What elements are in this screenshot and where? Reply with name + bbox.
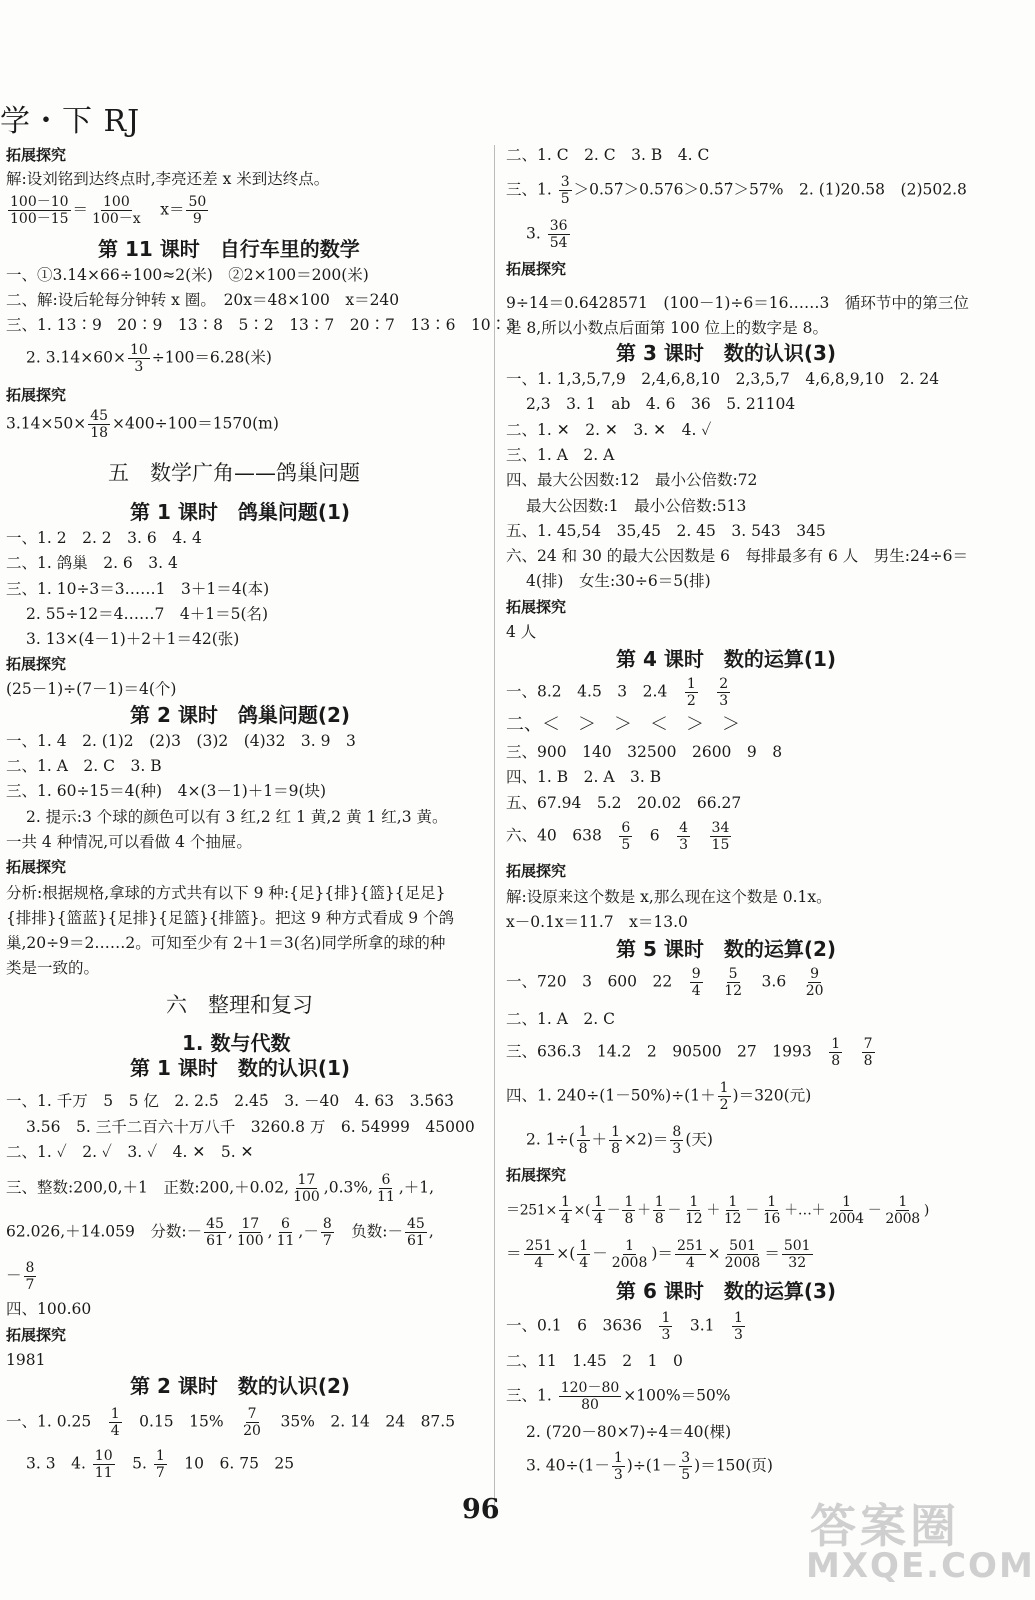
fraction: $\frac{36}{54}$	[549, 218, 568, 251]
answer-line: 2. 提示:3 个球的颜色可以有 3 红,2 红 1 黄,2 黄 1 红,3 黄。	[26, 808, 448, 826]
answer-line: 类是一致的。	[6, 959, 100, 977]
answer-line: 一、1. 2 2. 2 3. 6 4. 4	[6, 529, 202, 547]
section-label: 拓展探究	[6, 858, 67, 876]
lesson-title: 第 4 课时 数的运算(1)	[616, 647, 837, 671]
fraction: $\frac{3}{5}$	[560, 174, 570, 207]
fraction: $\frac{1}{3}$	[734, 1310, 743, 1343]
answer-line: 三、636.3 14.2 2 90500 27 1993 $\frac{1}{8}$ $\frac{7}{8}$	[506, 1036, 873, 1069]
answer-line: 解:设原来这个数是 x,那么现在这个数是 0.1x。	[506, 888, 832, 906]
section-label: 拓展探究	[506, 260, 567, 278]
lesson-title: 第 5 课时 数的运算(2)	[616, 937, 837, 961]
fraction: $\frac{251}{4}$	[525, 1238, 553, 1271]
fraction: $\frac{1}{4}$	[110, 1406, 120, 1439]
fraction: $\frac{9}{20}$	[805, 966, 824, 999]
answer-line: 3. 3 4. $\frac{10}{11}$ 5. $\frac{1}{7}$ 10 6. 75 25	[26, 1448, 295, 1481]
section-label: 拓展探究	[6, 146, 67, 164]
fraction: $\frac{10}{3}$	[129, 342, 148, 375]
answer-line: 一、1. 0.25 $\frac{1}{4}$ 0.15 15% $\frac{7}{20}$ 35% 2. 14 24 87.5	[6, 1406, 456, 1439]
fraction: $\frac{1}{4}$	[579, 1238, 589, 1271]
watermark-logo-text: 答案圈	[810, 1499, 960, 1553]
fraction: $\frac{7}{20}$	[243, 1406, 261, 1439]
fraction: $\frac{2}{3}$	[719, 676, 729, 709]
lesson-title: 第 1 课时 数的认识(1)	[130, 1056, 351, 1080]
lesson-title: 第 11 课时 自行车里的数学	[98, 237, 360, 261]
answer-line: 2. 55÷12＝4……7 4＋1＝5(名)	[26, 605, 269, 623]
answer-line: (25－1)÷(7－1)＝4(个)	[6, 680, 177, 698]
answer-line: 四、1. 240÷(1－50%)÷(1＋ $\frac{1}{2}$ )＝320(元)	[506, 1080, 812, 1113]
fraction: $\frac{6}{11}$	[276, 1216, 295, 1249]
answer-line: 一、1. 1,3,5,7,9 2,4,6,8,10 2,3,5,7 4,6,8,9,10 2. 24	[506, 370, 940, 388]
fraction: $\frac{8}{7}$	[322, 1216, 332, 1249]
answer-line: 五、1. 45,54 35,45 2. 45 3. 543 345	[506, 522, 826, 540]
answer-line: 一、1. 4 2. (1)2 (2)3 (3)2 (4)32 3. 9 3	[6, 732, 356, 750]
fraction: $\frac{100}{100-x}$	[92, 194, 141, 227]
fraction: $\frac{1}{3}$	[661, 1310, 671, 1343]
answer-line: 分析:根据规格,拿球的方式共有以下 9 种:{足}{排}{篮}{足足}	[6, 884, 446, 902]
fraction: $\frac{45}{18}$	[90, 408, 109, 441]
answer-line: 三、1. 13∶9 20∶9 13∶8 5∶2 13∶7 20∶7 13∶6 10∶3	[6, 316, 517, 334]
answer-line: 2. 3.14×60× $\frac{10}{3}$ ÷100＝6.28(米)	[26, 342, 272, 375]
answer-line: 是 8,所以小数点后面第 100 位上的数字是 8。	[506, 319, 828, 337]
answer-line: 二、1. ✕ 2. ✕ 3. ✕ 4. ✓	[506, 421, 712, 439]
lesson-title: 第 2 课时 数的认识(2)	[130, 1374, 351, 1398]
column-divider	[494, 145, 495, 1505]
answer-line: 六、40 638 $\frac{6}{5}$ 6 $\frac{4}{3}$ $\frac{34}{15}$	[506, 820, 730, 853]
fraction: $\frac{1}{12}$	[724, 1194, 742, 1227]
answer-line: 二、1. C 2. C 3. B 4. C	[506, 146, 710, 164]
fraction: $\frac{3}{5}$	[681, 1450, 691, 1483]
fraction: $\frac{1}{12}$	[685, 1194, 703, 1227]
answer-line: x－0.1x＝11.7 x＝13.0	[506, 913, 688, 931]
answer-line: 六、24 和 30 的最大公因数是 6 每排最多有 6 人 男生:24÷6＝	[506, 547, 969, 565]
section-label: 拓展探究	[506, 598, 567, 616]
answer-line: 4 人	[506, 623, 537, 641]
fraction: $\frac{1}{2008}$	[611, 1238, 648, 1271]
fraction: $\frac{120-80}{80}$	[560, 1380, 620, 1413]
fraction: $\frac{45}{61}$	[406, 1216, 425, 1249]
fraction: $\frac{100-10}{100-15}$	[10, 194, 69, 227]
fraction: $\frac{1}{4}$	[560, 1194, 570, 1227]
fraction: $\frac{1}{7}$	[155, 1448, 165, 1481]
fraction: $\frac{6}{5}$	[621, 820, 631, 853]
fraction: $\frac{1}{8}$	[611, 1124, 620, 1157]
watermark	[800, 1490, 1035, 1590]
fraction: $\frac{34}{15}$	[711, 820, 730, 853]
fraction: $\frac{1}{8}$	[624, 1194, 634, 1227]
answer-line: 三、1. A 2. A	[506, 446, 615, 464]
answer-line: 二、1. ✓ 2. ✓ 3. ✓ 4. ✕ 5. ✕	[6, 1143, 254, 1161]
fraction: $\frac{1}{8}$	[654, 1194, 664, 1227]
fraction: $\frac{50}{9}$	[188, 194, 207, 227]
lesson-title: 第 6 课时 数的运算(3)	[616, 1279, 837, 1303]
fraction: $\frac{17}{100}$	[293, 1172, 320, 1205]
answer-line: 3. $\frac{36}{54}$	[526, 218, 568, 251]
answer-line: 五、67.94 5.2 20.02 66.27	[506, 794, 742, 812]
fraction: $\frac{8}{7}$	[25, 1260, 35, 1293]
answer-line: 62.026,＋14.059 分数:－ $\frac{45}{61}$ , $\frac{17}{100}$ , $\frac{6}{11}$ ,－ $\frac{8}{7}$ 负数:－ $\frac{45}{61}$ ,	[6, 1216, 434, 1249]
answer-line: 一、720 3 600 22 $\frac{9}{4}$ $\frac{5}{12}$ 3.6 $\frac{9}{20}$	[506, 966, 824, 999]
fraction: $\frac{1}{8}$	[578, 1124, 588, 1157]
answer-line: 2. 1÷( $\frac{1}{8}$ ＋ $\frac{1}{8}$ ×2)＝ $\frac{8}{3}$ (天)	[526, 1124, 713, 1157]
answer-line: 一、0.1 6 3636 $\frac{1}{3}$ 3.1 $\frac{1}{3}$	[506, 1310, 743, 1343]
answer-line: 最大公因数:1 最小公倍数:513	[526, 497, 747, 515]
fraction: $\frac{8}{3}$	[672, 1124, 682, 1157]
fraction: $\frac{17}{100}$	[236, 1216, 264, 1249]
section-label: 拓展探究	[6, 386, 67, 404]
answer-line: 四、100.60	[6, 1300, 92, 1318]
answer-line: 三、900 140 32500 2600 9 8	[506, 743, 783, 761]
lesson-title: 第 1 课时 鸽巢问题(1)	[130, 500, 351, 524]
answer-line: ＝251× $\frac{1}{4}$ ×( $\frac{1}{4}$ － $\frac{1}{8}$ ＋ $\frac{1}{8}$ － $\frac{1}{12}$ ＋ $\frac{1}{12}$ － $\frac{1}{16}$ ＋…＋ $\frac{1}{2004}$ － $\frac{1}{2008}$ )	[506, 1194, 930, 1227]
answer-line: 2. (720－80×7)÷4＝40(棵)	[526, 1423, 732, 1441]
answer-line: 一、8.2 4.5 3 2.4 $\frac{1}{2}$ $\frac{2}{3}$	[506, 676, 729, 709]
fraction: $\frac{1}{8}$	[831, 1036, 841, 1069]
answer-line: 四、最大公因数:12 最小公倍数:72	[506, 471, 758, 489]
answer-line: 三、1. $\frac{120-80}{80}$ ×100%＝50%	[506, 1380, 731, 1413]
section-label: 拓展探究	[506, 862, 567, 880]
section-title: 1. 数与代数	[182, 1031, 291, 1055]
answer-line: $\frac{100-10}{100-15}$ ＝ $\frac{100}{100-x}$ x＝ $\frac{50}{9}$	[10, 194, 207, 227]
fraction: $\frac{45}{61}$	[206, 1216, 224, 1249]
answer-line: 二、1. 鸽巢 2. 6 3. 4	[6, 554, 178, 572]
answer-line: 3. 40÷(1－ $\frac{1}{3}$ )÷(1－ $\frac{3}{5}$ )＝150(页)	[526, 1450, 773, 1483]
fraction: $\frac{1}{2}$	[686, 676, 696, 709]
answer-line: 3.56 5. 三千二百六十万八千 3260.8 万 6. 54999 45000	[26, 1118, 475, 1136]
answer-line: 2,3 3. 1 ab 4. 6 36 5. 21104	[526, 395, 796, 413]
fraction: $\frac{9}{4}$	[691, 966, 701, 999]
answer-line: 二、1. A 2. C	[506, 1010, 615, 1028]
answer-line: 巢,20÷9＝2……2。可知至少有 2＋1＝3(名)同学所拿的球的种	[6, 934, 446, 952]
section-label: 拓展探究	[6, 655, 67, 673]
answer-line: {排排}{篮蓝}{足排}{足篮}{排篮}。把这 9 种方式看成 9 个鸽	[6, 909, 455, 927]
lesson-title: 第 3 课时 数的认识(3)	[616, 341, 837, 365]
answer-line: 3. 13×(4－1)＋2＋1＝42(张)	[26, 630, 240, 648]
answer-line: 1981	[6, 1351, 46, 1369]
page-header: 学・下 RJ	[0, 104, 141, 139]
fraction: $\frac{7}{8}$	[863, 1036, 873, 1069]
fraction: $\frac{1}{4}$	[594, 1194, 603, 1227]
answer-line: － $\frac{8}{7}$	[6, 1260, 35, 1293]
answer-line: 二、11 1.45 2 1 0	[506, 1352, 683, 1370]
answer-line: 三、1. $\frac{3}{5}$ ＞0.57̇＞0.576＞0.5̇7̇＞57% 2. (1)20.58 (2)502.8	[506, 174, 967, 207]
fraction: $\frac{1}{2008}$	[885, 1194, 920, 1227]
fraction: $\frac{1}{16}$	[762, 1194, 781, 1227]
fraction: $\frac{5}{12}$	[724, 966, 743, 999]
answer-line: 二、＜ ＞ ＞ ＜ ＞ ＞	[506, 714, 740, 735]
watermark-url: MXQE.COM	[806, 1546, 1035, 1586]
fraction: $\frac{10}{11}$	[94, 1448, 113, 1481]
fraction: $\frac{1}{3}$	[613, 1450, 623, 1483]
answer-line: 4(排) 女生:30÷6＝5(排)	[526, 572, 711, 590]
section-label: 拓展探究	[6, 1326, 67, 1344]
fraction: $\frac{251}{4}$	[676, 1238, 704, 1271]
answer-line: 二、解:设后轮每分钟转 x 圈。 20x＝48×100 x＝240	[6, 291, 400, 309]
page-number: 96	[462, 1494, 500, 1525]
answer-line: 9÷14＝0.6428571 (100－1)÷6＝16……3 循环节中的第三位	[506, 294, 969, 312]
answer-line: 一、1. 千万 5 5 亿 2. 2.5̇ 2.4̇5̇ 3. －40 4. 63 3.5̇6̇3̇	[6, 1092, 454, 1110]
answer-line: 二、1. A 2. C 3. B	[6, 757, 162, 775]
fraction: $\frac{501}{32}$	[783, 1238, 811, 1271]
fraction: $\frac{501}{2008}$	[724, 1238, 761, 1271]
answer-line: 一、①3.14×66÷100≈2(米) ②2×100＝200(米)	[6, 266, 369, 284]
unit-title: 六 整理和复习	[166, 993, 313, 1017]
lesson-title: 第 2 课时 鸽巢问题(2)	[130, 703, 351, 727]
answer-line: 四、1. B 2. A 3. B	[506, 768, 662, 786]
answer-line: 一共 4 种情况,可以看做 4 个抽屉。	[6, 833, 252, 851]
answer-line: 三、1. 60÷15＝4(种) 4×(3－1)＋1＝9(块)	[6, 782, 327, 800]
fraction: $\frac{1}{2}$	[719, 1080, 729, 1113]
answer-line: 三、整数:200,0,＋1 正数:200,＋0.02, $\frac{17}{100}$ ,0.3%, $\frac{6}{11}$ ,＋1,	[6, 1172, 435, 1205]
unit-title: 五 数学广角——鸽巢问题	[108, 461, 360, 485]
section-label: 拓展探究	[506, 1166, 567, 1184]
fraction: $\frac{6}{11}$	[377, 1172, 395, 1205]
fraction: $\frac{4}{3}$	[679, 820, 689, 853]
answer-line: 3.14×50× $\frac{45}{18}$ ×400÷100＝1570(m)	[6, 408, 279, 441]
answer-line: ＝ $\frac{251}{4}$ ×( $\frac{1}{4}$ － $\frac{1}{2008}$ )＝ $\frac{251}{4}$ × $\frac{501}{2008}$ ＝ $\frac{501}{32}$	[506, 1238, 811, 1271]
answer-line: 三、1. 10÷3＝3……1 3＋1＝4(本)	[6, 580, 270, 598]
fraction: $\frac{1}{2004}$	[829, 1194, 864, 1227]
answer-line: 解:设刘铭到达终点时,李亮还差 x 米到达终点。	[6, 170, 330, 188]
